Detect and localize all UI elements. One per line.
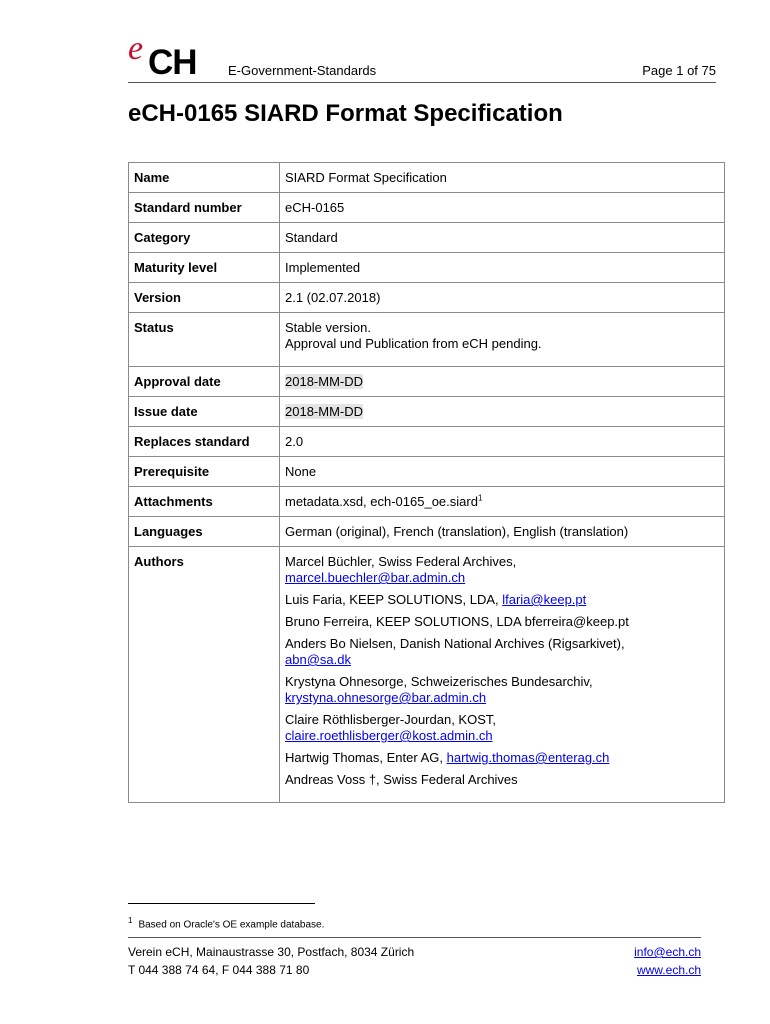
author-entry [285, 750, 719, 766]
table-row [129, 547, 725, 803]
row-label: Replaces standard [129, 427, 280, 457]
author-entry [285, 674, 719, 706]
table-row [129, 487, 725, 517]
header-tagline: E-Government-Standards [228, 63, 377, 78]
table-row [129, 283, 725, 313]
row-label: Maturity level [129, 253, 280, 283]
row-label: Authors [129, 547, 280, 803]
row-label: Standard number [129, 193, 280, 223]
footer-contact [634, 943, 701, 979]
author-text: Hartwig Thomas, Enter AG, [285, 750, 447, 765]
row-value: Standard [280, 223, 725, 253]
author-email-link[interactable]: marcel.buechler@bar.admin.ch [285, 570, 466, 585]
footnote-text: Based on Oracle's OE example database. [138, 919, 325, 931]
row-label: Name [129, 163, 280, 193]
author-text: Marcel Büchler, Swiss Federal Archives, [285, 554, 517, 569]
table-row [129, 253, 725, 283]
issue-date: 2018-MM-DD [285, 404, 364, 419]
author-entry [285, 772, 719, 788]
status-line-2: Approval und Publication from eCH pending. [285, 336, 542, 351]
author-text: Anders Bo Nielsen, Danish National Archives (Rigsarkivet), [285, 636, 625, 651]
row-value: SIARD Format Specification [280, 163, 725, 193]
attachments-text: metadata.xsd, ech-0165_oe.siard [285, 494, 478, 509]
author-email-link[interactable]: claire.roethlisberger@kost.admin.ch [285, 728, 493, 743]
author-entry [285, 592, 719, 608]
row-label: Languages [129, 517, 280, 547]
author-text: Andreas Voss †, Swiss Federal Archives [285, 772, 518, 787]
row-value: Implemented [280, 253, 725, 283]
author-email-link[interactable]: lfaria@keep.pt [502, 592, 587, 607]
approval-date: 2018-MM-DD [285, 374, 364, 389]
table-row [129, 223, 725, 253]
table-row [129, 313, 725, 367]
footnote-mark: 1 [128, 916, 133, 925]
page-number: Page 1 of 75 [642, 63, 716, 78]
row-label: Approval date [129, 367, 280, 397]
document-title: eCH-0165 SIARD Format Specification [128, 100, 563, 127]
row-value [280, 397, 725, 427]
author-text: Bruno Ferreira, KEEP SOLUTIONS, LDA bferreira@keep.pt [285, 614, 629, 629]
row-value: eCH-0165 [280, 193, 725, 223]
email-link[interactable]: info@ech.ch [634, 945, 701, 959]
author-text: Claire Röthlisberger-Jourdan, KOST, [285, 712, 496, 727]
row-value: German (original), French (translation), English (translation) [280, 517, 725, 547]
row-value: 2.0 [280, 427, 725, 457]
author-entry [285, 614, 719, 630]
ech-logo [128, 32, 228, 80]
author-entry [285, 712, 719, 744]
author-entry [285, 554, 719, 586]
author-email-link[interactable]: krystyna.ohnesorge@bar.admin.ch [285, 690, 487, 705]
footnote-divider [128, 903, 315, 904]
table-row [129, 367, 725, 397]
row-label: Prerequisite [129, 457, 280, 487]
page-header [128, 30, 716, 83]
website-link[interactable]: www.ech.ch [636, 963, 701, 977]
phone-line: T 044 388 74 64, F 044 388 71 80 [128, 963, 310, 977]
row-value [280, 313, 725, 367]
footer-address [128, 943, 414, 979]
page-footer [128, 937, 701, 977]
footnote [128, 916, 324, 930]
table-row [129, 427, 725, 457]
logo-ch: CH [148, 43, 197, 82]
row-label: Attachments [129, 487, 280, 517]
row-label: Category [129, 223, 280, 253]
table-row [129, 163, 725, 193]
address-line: Verein eCH, Mainaustrasse 30, Postfach, 8034 Zürich [128, 945, 415, 959]
status-line-1: Stable version. [285, 320, 371, 335]
author-email-link[interactable]: abn@sa.dk [285, 652, 351, 667]
table-row [129, 517, 725, 547]
author-text: Krystyna Ohnesorge, Schweizerisches Bundesarchiv, [285, 674, 593, 689]
metadata-table [128, 162, 725, 803]
author-email-link[interactable]: hartwig.thomas@enterag.ch [446, 750, 610, 765]
row-value [280, 487, 725, 517]
footnote-ref[interactable]: 1 [477, 493, 483, 503]
row-value: 2.1 (02.07.2018) [280, 283, 725, 313]
author-entry [285, 636, 719, 668]
row-label: Status [129, 313, 280, 367]
row-label: Version [129, 283, 280, 313]
row-value [280, 367, 725, 397]
row-label: Issue date [129, 397, 280, 427]
table-row [129, 193, 725, 223]
table-row [129, 397, 725, 427]
logo-e: e [128, 30, 144, 67]
row-value: None [280, 457, 725, 487]
authors-list [280, 547, 725, 803]
author-text: Luis Faria, KEEP SOLUTIONS, LDA, [285, 592, 503, 607]
table-row [129, 457, 725, 487]
